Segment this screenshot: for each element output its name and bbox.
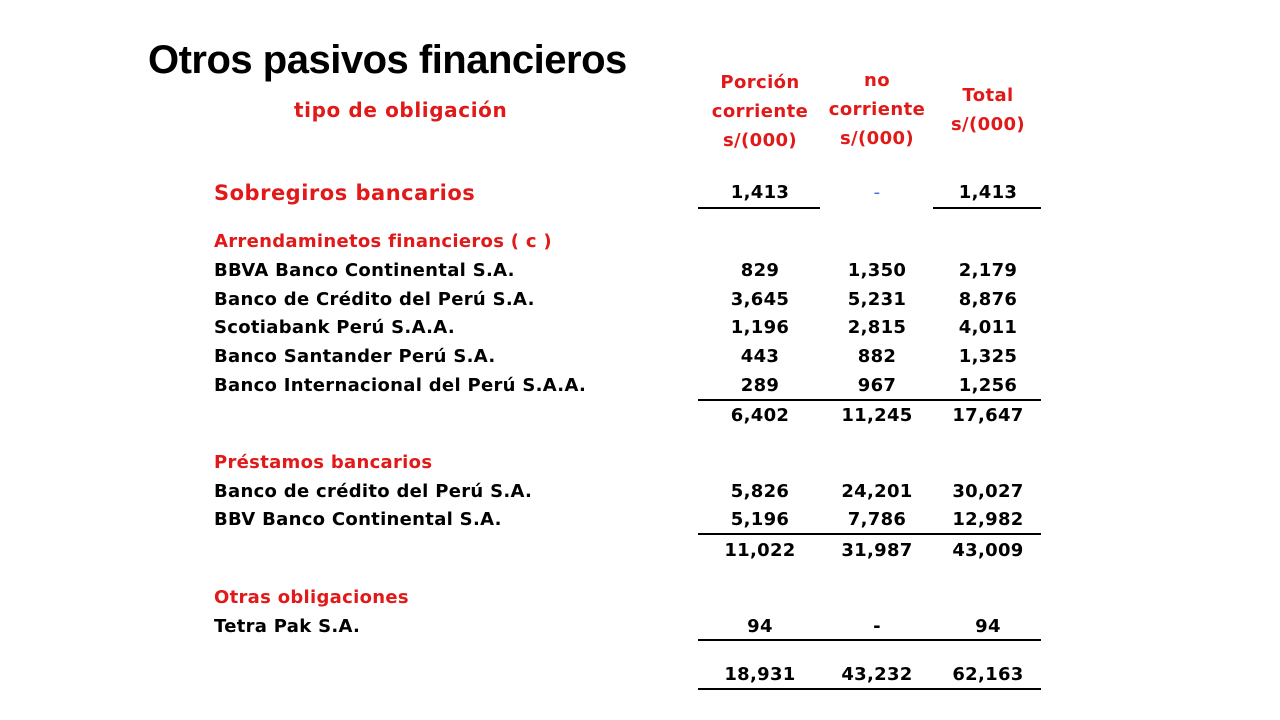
row-label: Scotiabank Perú S.A.A.	[214, 317, 455, 338]
section-label: Otras obligaciones	[214, 587, 409, 608]
non-current-value: 967	[857, 375, 897, 396]
table-row	[0, 285, 1280, 315]
row-label: Banco Santander Perú S.A.	[214, 346, 496, 367]
total-value: 4,011	[958, 317, 1018, 338]
non-current-value: 882	[857, 346, 897, 367]
table-row	[0, 178, 1280, 208]
total-value: 1,256	[958, 375, 1018, 396]
table-row	[0, 342, 1280, 372]
non-current-subtotal: 31,987	[841, 540, 913, 561]
non-current-value: -	[873, 182, 881, 203]
section-label: Préstamos bancarios	[214, 452, 433, 473]
row-label: Tetra Pak S.A.	[214, 616, 361, 637]
type-column-header: tipo de obligación	[294, 98, 508, 122]
table-row	[0, 505, 1280, 535]
table-row	[0, 612, 1280, 642]
section-header-row	[0, 448, 1280, 478]
row-label: Banco de crédito del Perú S.A.	[214, 481, 533, 502]
current-value: 829	[740, 260, 780, 281]
current-portion-header	[705, 68, 815, 155]
non-current-header	[822, 66, 932, 153]
total-value: 94	[975, 616, 1001, 637]
total-subtotal: 17,647	[952, 405, 1024, 426]
current-value: 94	[747, 616, 773, 637]
grand-total-row	[0, 660, 1280, 690]
header-line: s/(000)	[839, 128, 915, 149]
row-label: Banco Internacional del Perú S.A.A.	[214, 375, 587, 396]
total-value: 30,027	[952, 481, 1024, 502]
table-row	[0, 371, 1280, 401]
header-line: Total	[962, 85, 1014, 106]
underline	[698, 533, 1041, 535]
section-header-row	[0, 227, 1280, 257]
subtotal-row	[0, 401, 1280, 431]
total-value: 1,325	[958, 346, 1018, 367]
header-line: corriente	[711, 101, 809, 122]
current-subtotal: 6,402	[730, 405, 790, 426]
current-value: 1,196	[730, 317, 790, 338]
total-value: 2,179	[958, 260, 1018, 281]
section-header-row	[0, 583, 1280, 613]
row-label: BBV Banco Continental S.A.	[214, 509, 502, 530]
underline	[698, 639, 1041, 641]
non-current-value: 24,201	[841, 481, 913, 502]
header-line: no	[864, 70, 890, 91]
current-value: 1,413	[730, 182, 790, 203]
non-current-value: 5,231	[847, 289, 907, 310]
underline	[698, 688, 1041, 690]
header-line: s/(000)	[950, 114, 1026, 135]
non-current-value: 1,350	[847, 260, 907, 281]
current-value: 5,826	[730, 481, 790, 502]
header-line: s/(000)	[722, 130, 798, 151]
current-subtotal: 11,022	[724, 540, 796, 561]
non-current-subtotal: 11,245	[841, 405, 913, 426]
non-current-value: -	[873, 616, 881, 637]
subtotal-row	[0, 536, 1280, 566]
underline	[933, 207, 1041, 209]
total-header	[933, 81, 1043, 139]
row-label: Banco de Crédito del Perú S.A.	[214, 289, 535, 310]
section-label: Arrendaminetos financieros ( c )	[214, 231, 552, 252]
current-value: 289	[740, 375, 780, 396]
section-label: Sobregiros bancarios	[214, 181, 476, 205]
total-value: 1,413	[958, 182, 1018, 203]
header-line: corriente	[828, 99, 926, 120]
current-grand-total: 18,931	[724, 664, 796, 685]
page-title: Otros pasivos financieros	[148, 38, 627, 82]
underline	[698, 207, 820, 209]
header-line: Porción	[720, 72, 800, 93]
row-label: BBVA Banco Continental S.A.	[214, 260, 515, 281]
table-row	[0, 477, 1280, 507]
total-subtotal: 43,009	[952, 540, 1024, 561]
grand-total: 62,163	[952, 664, 1024, 685]
total-value: 8,876	[958, 289, 1018, 310]
non-current-value: 2,815	[847, 317, 907, 338]
table-row	[0, 313, 1280, 343]
total-value: 12,982	[952, 509, 1024, 530]
current-value: 3,645	[730, 289, 790, 310]
non-current-grand-total: 43,232	[841, 664, 913, 685]
current-value: 443	[740, 346, 780, 367]
non-current-value: 7,786	[847, 509, 907, 530]
current-value: 5,196	[730, 509, 790, 530]
table-row	[0, 256, 1280, 286]
